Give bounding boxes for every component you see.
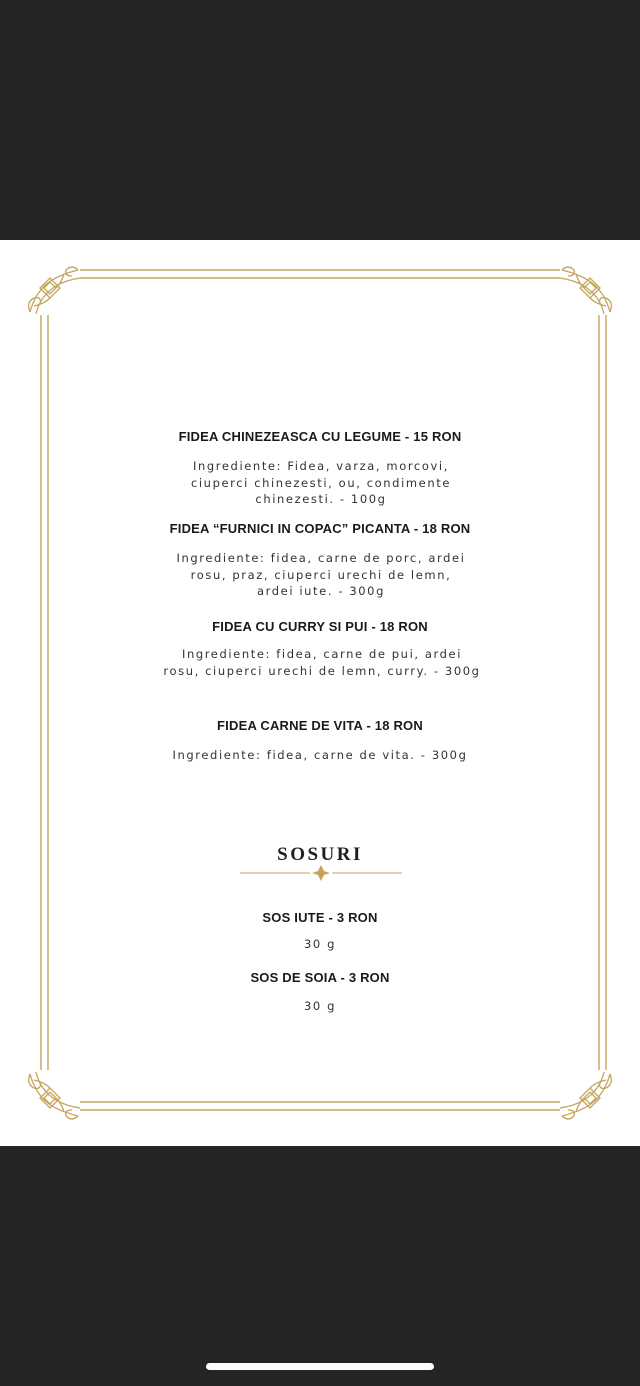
- menu-item-description: Ingrediente: fidea, carne de porc, ardei rosu, praz, ciuperci urechi de lemn, ardei iute. - 300g: [176, 551, 466, 598]
- sauce-item-title: SOS IUTE - 3 RON: [262, 910, 378, 925]
- menu-item-title: FIDEA CHINEZEASCA CU LEGUME - 15 RON: [178, 429, 462, 444]
- menu-item-description: Ingrediente: Fidea, varza, morcovi, ciuperci chinezesti, ou, condimente chinezesti. - 100g: [190, 459, 452, 506]
- menu-item-description: Ingrediente: fidea, carne de pui, ardei rosu, ciuperci urechi de lemn, curry. - 300g: [163, 647, 481, 678]
- sauce-item-description: 30 g: [304, 937, 336, 951]
- sauce-item-title: SOS DE SOIA - 3 RON: [250, 970, 390, 985]
- sauce-item-description: 30 g: [304, 999, 336, 1013]
- menu-item-title: FIDEA CU CURRY SI PUI - 18 RON: [212, 619, 428, 634]
- section-divider: [238, 864, 404, 882]
- menu-item-title: FIDEA CARNE DE VITA - 18 RON: [217, 718, 423, 733]
- menu-item-title: FIDEA “FURNICI IN COPAC” PICANTA - 18 RON: [169, 521, 471, 536]
- corner-ornament: [29, 267, 80, 314]
- section-title-sosuri: SOSURI: [277, 844, 363, 865]
- home-indicator[interactable]: [206, 1363, 434, 1370]
- menu-item-description: Ingrediente: fidea, carne de vita. - 300g: [172, 748, 468, 762]
- menu-page: [0, 240, 640, 1146]
